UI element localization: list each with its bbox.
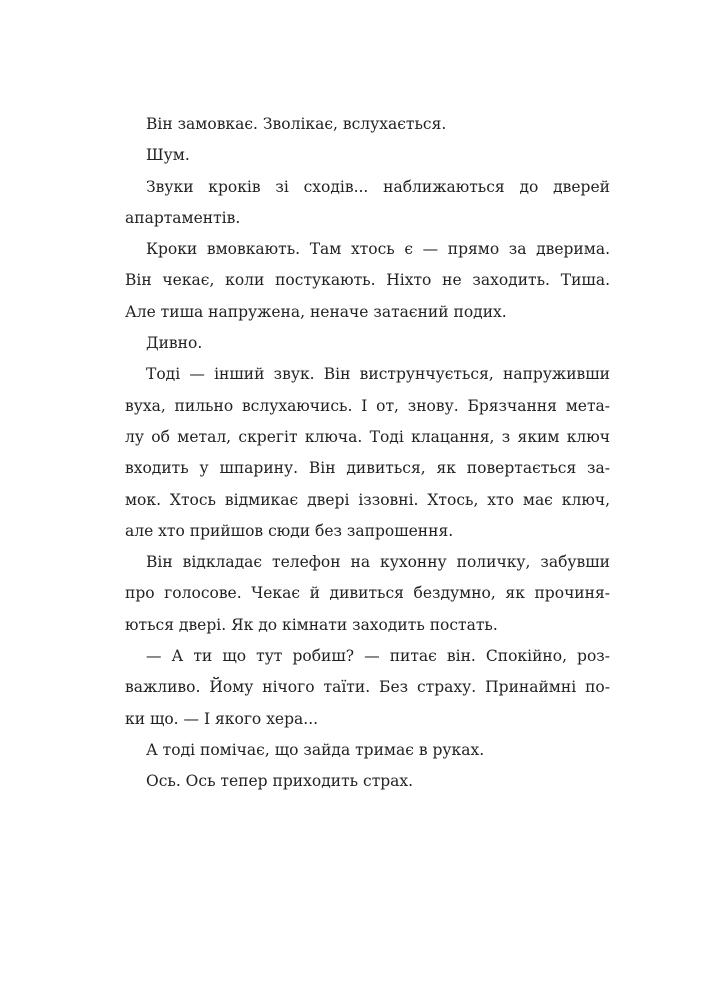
- paragraph: [125, 547, 610, 641]
- text-line: про голосове. Чекає й дивиться бездумно, як прочиня-: [125, 584, 610, 603]
- text-line: Але тиша напружена, неначе затаєний подих.: [125, 302, 507, 321]
- text-line: Звуки кроків зі сходів... наближаються до дверей: [146, 177, 610, 196]
- text-line: Він чекає, коли постукають. Ніхто не заходить. Тиша.: [125, 271, 610, 290]
- text-line: вуха, пильно вслухаючись. І от, знову. Брязчання мета-: [125, 396, 610, 415]
- paragraph: [125, 359, 610, 547]
- text-line: Кроки вмовкають. Там хтось є — прямо за дверима.: [146, 240, 610, 259]
- text-line: мок. Хтось відмикає двері іззовні. Хтось, хто має ключ,: [125, 490, 610, 509]
- text-line: Дивно.: [146, 334, 203, 353]
- text-line: Ось. Ось тепер приходить страх.: [146, 772, 414, 791]
- text-line: важливо. Йому нічого таїти. Без страху. Принаймні по-: [125, 678, 610, 697]
- paragraph: [125, 234, 610, 328]
- text-line: Тоді — інший звук. Він виструнчується, напруживши: [146, 365, 610, 384]
- paragraph: [125, 766, 610, 797]
- paragraph: [125, 140, 610, 171]
- body-text: [125, 109, 610, 798]
- text-line: ються двері. Як до кімнати заходить постать.: [125, 615, 498, 634]
- text-line: лу об метал, скрегіт ключа. Тоді клацання, з яким ключ: [125, 427, 610, 446]
- text-line: Він замовкає. Зволікає, вслухається.: [146, 115, 447, 133]
- text-line: входить у шпарину. Він дивиться, як повертається за-: [125, 459, 610, 478]
- text-line: ки що. — І якого хера...: [125, 709, 319, 728]
- paragraph: [125, 735, 610, 766]
- paragraph: [125, 172, 610, 235]
- text-line: Шум.: [146, 146, 190, 165]
- text-line: Він відкладає телефон на кухонну поличку, забувши: [146, 553, 610, 572]
- text-line: — А ти що тут робиш? — питає він. Спокійно, роз-: [146, 647, 610, 666]
- paragraph: [125, 328, 610, 359]
- text-line: апартаментів.: [125, 208, 241, 227]
- paragraph: [125, 109, 610, 140]
- paragraph: [125, 641, 610, 735]
- text-line: А тоді помічає, що зайда тримає в руках.: [146, 740, 485, 759]
- text-line: але хто прийшов сюди без запрошення.: [125, 521, 454, 540]
